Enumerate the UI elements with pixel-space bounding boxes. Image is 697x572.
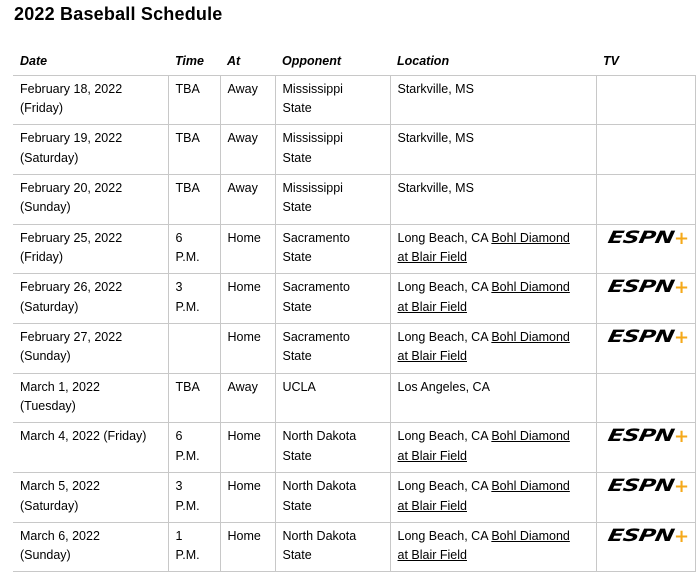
game-time: 3 — [175, 479, 183, 493]
table-row — [13, 224, 695, 274]
location-city: Starkville, MS — [397, 131, 474, 146]
location-cell — [390, 75, 596, 125]
plus-icon: + — [674, 525, 690, 547]
tv-cell — [596, 174, 695, 224]
espn-plus-logo — [605, 426, 690, 448]
location-city: Long Beach, CA — [397, 230, 488, 245]
game-time-period: P.M. — [175, 299, 200, 314]
game-time-period: P.M. — [175, 498, 200, 513]
espn-plus-logo — [605, 525, 690, 547]
opponent-name-cont: State — [282, 498, 312, 513]
opponent-name-cont: State — [282, 200, 312, 215]
home-away: Home — [227, 528, 261, 543]
header-date: Date — [13, 48, 168, 75]
plus-icon: + — [674, 227, 690, 249]
opponent-name-cont: State — [282, 548, 312, 563]
venue-link-cont[interactable]: at Blair Field — [397, 498, 467, 513]
opponent-name-cont: State — [282, 349, 312, 364]
home-away: Away — [227, 81, 258, 96]
tv-cell — [596, 75, 695, 125]
plus-icon: + — [674, 426, 690, 448]
location-cell — [390, 125, 596, 175]
opponent-cell — [275, 224, 390, 274]
home-away: Away — [227, 379, 258, 394]
opponent-name: UCLA — [282, 379, 316, 394]
venue-link[interactable]: Bohl Diamond — [491, 479, 570, 493]
opponent-cell — [275, 174, 390, 224]
game-date: February 27, 2022 — [20, 329, 123, 344]
venue-link-cont[interactable]: at Blair Field — [397, 299, 467, 314]
table-row — [13, 423, 695, 473]
location-cell — [390, 174, 596, 224]
location-city: Long Beach, CA — [397, 280, 488, 295]
location-city: Long Beach, CA — [397, 528, 488, 543]
opponent-cell — [275, 274, 390, 324]
location-city: Los Angeles, CA — [397, 379, 490, 394]
header-tv: TV — [596, 48, 695, 75]
espn-logo-text: ESPN — [605, 426, 676, 447]
game-time: 1 — [175, 528, 183, 543]
venue-link-cont[interactable]: at Blair Field — [397, 250, 467, 265]
espn-logo-text: ESPN — [605, 525, 676, 546]
home-away: Home — [227, 429, 261, 444]
game-day: (Saturday) — [20, 498, 79, 513]
at-cell — [220, 522, 275, 572]
time-cell — [168, 423, 220, 473]
table-row — [13, 125, 695, 175]
game-date: February 26, 2022 — [20, 280, 123, 295]
opponent-name: Sacramento — [282, 329, 350, 344]
venue-link-cont[interactable]: at Blair Field — [397, 548, 467, 563]
home-away: Away — [227, 131, 258, 146]
opponent-name: Sacramento — [282, 280, 350, 295]
location-cell — [390, 224, 596, 274]
time-cell — [168, 174, 220, 224]
at-cell — [220, 174, 275, 224]
opponent-name: Mississippi — [282, 81, 343, 96]
at-cell — [220, 274, 275, 324]
location-cell — [390, 473, 596, 523]
espn-logo-text: ESPN — [605, 277, 676, 298]
plus-icon: + — [674, 476, 690, 497]
game-day: (Sunday) — [20, 200, 71, 215]
opponent-name-cont: State — [282, 448, 312, 463]
location-cell — [390, 323, 596, 373]
opponent-cell — [275, 125, 390, 175]
home-away: Home — [227, 329, 261, 344]
time-cell — [168, 473, 220, 523]
game-time: TBA — [175, 180, 200, 195]
opponent-name-cont: State — [282, 250, 312, 265]
espn-logo-text: ESPN — [605, 326, 676, 347]
opponent-name: North Dakota — [282, 479, 357, 493]
home-away: Home — [227, 230, 261, 245]
table-row — [13, 473, 695, 523]
header-opponent: Opponent — [275, 48, 390, 75]
location-city: Long Beach, CA — [397, 429, 488, 444]
location-city: Starkville, MS — [397, 180, 474, 195]
at-cell — [220, 423, 275, 473]
tv-cell — [596, 423, 695, 473]
date-cell — [13, 224, 168, 274]
opponent-name: North Dakota — [282, 528, 357, 543]
plus-icon: + — [674, 326, 690, 348]
venue-link[interactable]: Bohl Diamond — [491, 280, 570, 295]
game-time-period: P.M. — [175, 250, 200, 265]
time-cell — [168, 274, 220, 324]
tv-cell — [596, 125, 695, 175]
date-cell — [13, 75, 168, 125]
opponent-name: North Dakota — [282, 429, 357, 444]
at-cell — [220, 125, 275, 175]
date-cell — [13, 522, 168, 572]
tv-cell — [596, 373, 695, 423]
espn-plus-logo — [605, 277, 690, 299]
table-row — [13, 323, 695, 373]
date-cell — [13, 423, 168, 473]
at-cell — [220, 373, 275, 423]
game-date: February 19, 2022 — [20, 131, 123, 146]
header-location: Location — [390, 48, 596, 75]
date-cell — [13, 174, 168, 224]
location-cell — [390, 373, 596, 423]
opponent-name-cont: State — [282, 101, 312, 115]
date-cell — [13, 125, 168, 175]
opponent-cell — [275, 423, 390, 473]
game-date: March 5, 2022 — [20, 479, 100, 493]
date-cell — [13, 274, 168, 324]
location-city: Long Beach, CA — [397, 479, 488, 493]
game-date: February 20, 2022 — [20, 180, 123, 195]
venue-link-cont[interactable]: at Blair Field — [397, 349, 467, 364]
plus-icon: + — [674, 277, 690, 299]
game-day: (Tuesday) — [20, 399, 76, 414]
tv-cell — [596, 274, 695, 324]
game-day: (Sunday) — [20, 548, 71, 563]
opponent-name: Mississippi — [282, 131, 343, 146]
header-time: Time — [168, 48, 220, 75]
opponent-name-cont: State — [282, 299, 312, 314]
table-row — [13, 174, 695, 224]
game-day: (Saturday) — [20, 299, 79, 314]
opponent-cell — [275, 75, 390, 125]
opponent-cell — [275, 522, 390, 572]
game-day: (Saturday) — [20, 150, 79, 165]
espn-plus-logo — [605, 326, 690, 348]
game-day: (Sunday) — [20, 349, 71, 364]
game-day: (Friday) — [20, 101, 64, 115]
venue-link[interactable]: Bohl Diamond — [491, 528, 570, 543]
table-row — [13, 75, 695, 125]
tv-cell — [596, 323, 695, 373]
game-date: February 18, 2022 — [20, 81, 123, 96]
location-city: Starkville, MS — [397, 81, 474, 96]
date-cell — [13, 473, 168, 523]
game-time-period: P.M. — [175, 448, 200, 463]
espn-plus-logo — [605, 227, 690, 249]
game-time: TBA — [175, 81, 200, 96]
schedule-body — [13, 75, 695, 572]
time-cell — [168, 224, 220, 274]
opponent-name: Sacramento — [282, 230, 350, 245]
at-cell — [220, 224, 275, 274]
opponent-name-cont: State — [282, 150, 312, 165]
espn-logo-text: ESPN — [605, 227, 676, 248]
game-time-period: P.M. — [175, 548, 200, 563]
opponent-cell — [275, 373, 390, 423]
at-cell — [220, 323, 275, 373]
location-cell — [390, 522, 596, 572]
opponent-cell — [275, 323, 390, 373]
time-cell — [168, 522, 220, 572]
location-city: Long Beach, CA — [397, 329, 488, 344]
game-time: 3 — [175, 280, 183, 295]
game-time: TBA — [175, 379, 200, 394]
header-row — [13, 48, 695, 75]
table-row — [13, 373, 695, 423]
opponent-name: Mississippi — [282, 180, 343, 195]
game-date: March 1, 2022 — [20, 379, 100, 394]
time-cell — [168, 323, 220, 373]
header-at: At — [220, 48, 275, 75]
tv-cell — [596, 224, 695, 274]
location-cell — [390, 274, 596, 324]
espn-logo-text: ESPN — [605, 476, 676, 496]
date-cell — [13, 323, 168, 373]
espn-plus-logo — [605, 476, 690, 497]
at-cell — [220, 75, 275, 125]
table-row — [13, 522, 695, 572]
table-row — [13, 274, 695, 324]
page-title: 2022 Baseball Schedule — [14, 4, 223, 24]
venue-link[interactable]: Bohl Diamond — [491, 230, 570, 245]
date-cell — [13, 373, 168, 423]
game-date: March 6, 2022 — [20, 528, 100, 543]
time-cell — [168, 75, 220, 125]
tv-cell — [596, 522, 695, 572]
time-cell — [168, 125, 220, 175]
home-away: Away — [227, 180, 258, 195]
venue-link[interactable]: Bohl Diamond — [491, 329, 570, 344]
opponent-cell — [275, 473, 390, 523]
home-away: Home — [227, 479, 261, 493]
venue-link[interactable]: Bohl Diamond — [491, 429, 570, 444]
game-date: March 4, 2022 (Friday) — [20, 429, 147, 444]
game-date: February 25, 2022 — [20, 230, 123, 245]
at-cell — [220, 473, 275, 523]
game-day: (Friday) — [20, 250, 64, 265]
schedule-table — [13, 48, 696, 572]
venue-link-cont[interactable]: at Blair Field — [397, 448, 467, 463]
game-time: 6 — [175, 230, 183, 245]
location-cell — [390, 423, 596, 473]
game-time: TBA — [175, 131, 200, 146]
time-cell — [168, 373, 220, 423]
game-time: 6 — [175, 429, 183, 444]
tv-cell — [596, 473, 695, 523]
home-away: Home — [227, 280, 261, 295]
